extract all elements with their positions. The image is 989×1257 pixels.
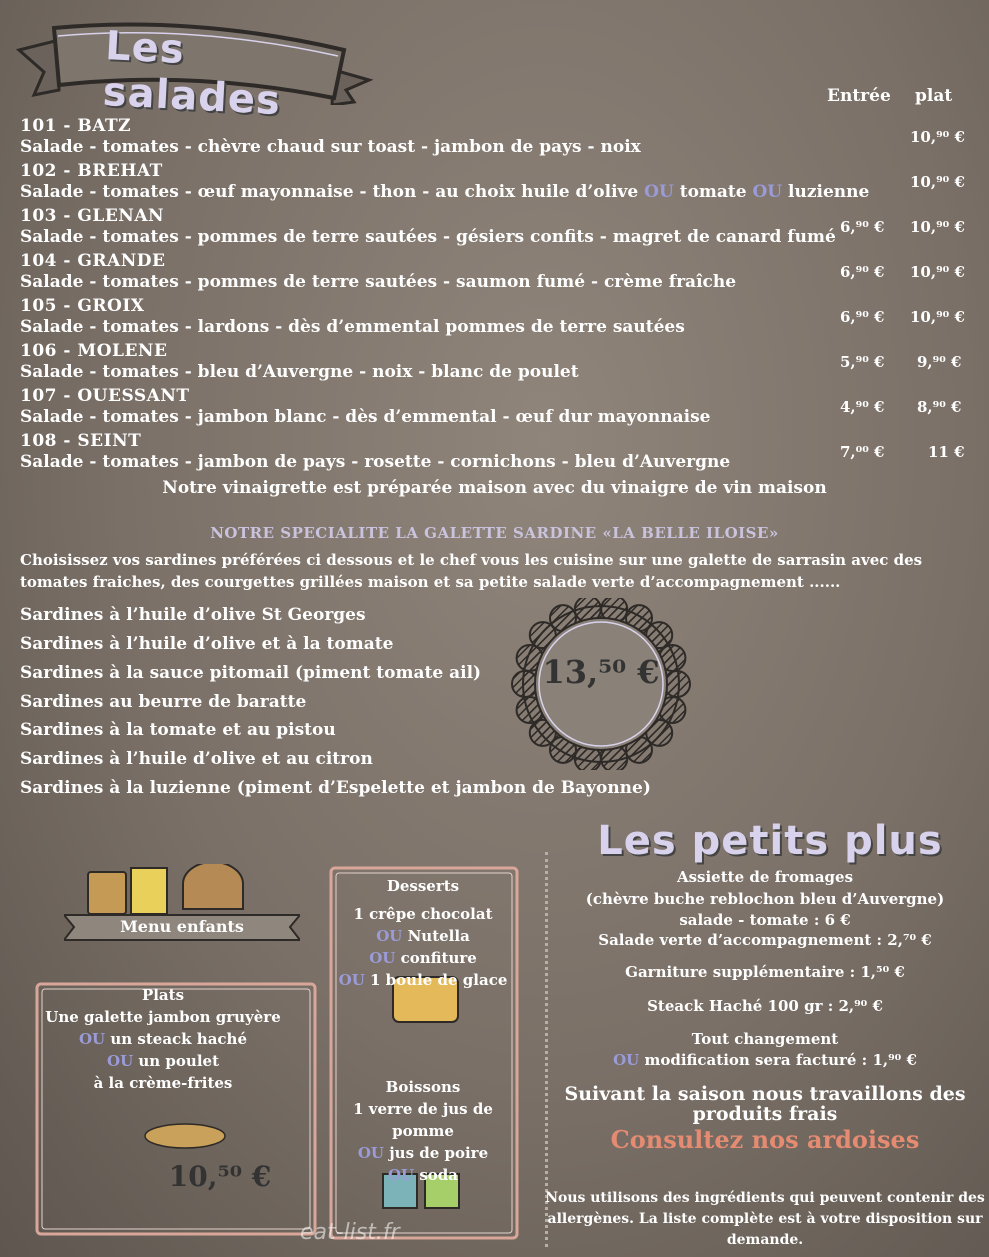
salad-name: 104 - GRANDE	[20, 251, 166, 271]
sardine-item: Sardines au beurre de baratte	[20, 692, 307, 712]
salad-desc: Salade - tomates - chèvre chaud sur toast - jambon de pays - noix	[20, 137, 641, 157]
salad-desc: Salade - tomates - pommes de terre sautées - gésiers confits - magret de canard fumé	[20, 227, 836, 247]
salades-banner	[14, 10, 374, 125]
plat-item: OU un poulet	[107, 1052, 219, 1070]
salad-plat-price: 10,⁹⁰ €	[910, 128, 965, 146]
sardine-item: Sardines à la tomate et au pistou	[20, 720, 336, 740]
salad-plat-price: 11 €	[928, 443, 965, 461]
speciality-price: 13,⁵⁰ €	[542, 653, 660, 691]
plat-item: Une galette jambon gruyère	[45, 1008, 281, 1026]
vinaigrette-note: Notre vinaigrette est préparée maison avec du vinaigre de vin maison	[162, 478, 827, 498]
petits-plus-line: Assiette de fromages	[676, 868, 854, 886]
salad-name: 101 - BATZ	[20, 116, 132, 136]
salad-name: 108 - SEINT	[20, 431, 142, 451]
salad-plat-price: 8,⁹⁰ €	[917, 398, 962, 416]
salad-desc: Salade - tomates - bleu d’Auvergne - noix - blanc de poulet	[20, 362, 579, 382]
petits-plus-title: Les petits plus	[597, 818, 943, 864]
petits-plus-line: (chèvre buche reblochon bleu d’Auvergne)	[585, 890, 945, 908]
ou-label: OU	[752, 182, 783, 202]
petits-plus-line: Tout changement	[691, 1030, 839, 1048]
petits-plus-line: salade - tomate : 6 €	[679, 911, 851, 929]
menu-enfants-ribbon	[64, 905, 300, 950]
salad-plat-price: 10,⁹⁰ €	[910, 173, 965, 191]
salad-name: 106 - MOLENE	[20, 341, 168, 361]
petits-plus-line: Steack Haché 100 gr : 2,⁹⁰ €	[647, 997, 883, 1015]
plat-item: OU un steack haché	[78, 1030, 248, 1048]
salad-entree-price: 6,⁹⁰ €	[840, 218, 885, 236]
salad-entree-price: 4,⁹⁰ €	[840, 398, 885, 416]
boisson-item: OU jus de poire	[357, 1144, 489, 1162]
plat-column-header: plat	[915, 86, 953, 106]
salad-entree-price: 6,⁹⁰ €	[840, 263, 885, 281]
petits-plus-line: Garniture supplémentaire : 1,⁵⁰ €	[625, 963, 905, 981]
desserts-title: Desserts	[386, 877, 460, 895]
dessert-item: OU confiture	[369, 949, 477, 967]
salad-name: 103 - GLENAN	[20, 206, 165, 226]
salad-plat-price: 10,⁹⁰ €	[910, 308, 965, 326]
salad-entree-price: 5,⁹⁰ €	[840, 353, 885, 371]
watermark: eat-list.fr	[300, 1220, 400, 1245]
kids-menu-price: 10,⁵⁰ €	[168, 1160, 272, 1193]
dessert-item: OU 1 boule de glace	[338, 971, 508, 989]
boisson-item: pomme	[392, 1122, 454, 1140]
speciality-title: NOTRE SPECIALITE LA GALETTE SARDINE «LA BELLE ILOISE»	[210, 524, 779, 542]
salad-plat-price: 9,⁹⁰ €	[917, 353, 962, 371]
sardine-item: Sardines à l’huile d’olive et à la tomate	[20, 634, 394, 654]
salades-title: Les salades	[101, 22, 283, 125]
salad-plat-price: 10,⁹⁰ €	[910, 218, 965, 236]
salad-name: 107 - OUESSANT	[20, 386, 190, 406]
sardine-item: Sardines à l’huile d’olive et au citron	[20, 749, 373, 769]
dessert-item: 1 crêpe chocolat	[353, 905, 493, 923]
salad-name: 105 - GROIX	[20, 296, 145, 316]
boisson-item: 1 verre de jus de	[353, 1100, 493, 1118]
entree-column-header: Entrée	[827, 86, 891, 106]
saison-note: Suivant la saison nous travaillons des produits frais	[564, 1083, 966, 1125]
salad-plat-price: 10,⁹⁰ €	[910, 263, 965, 281]
dessert-item: OU Nutella	[376, 927, 470, 945]
sardine-item: Sardines à la sauce pitomail (piment tomate ail)	[20, 663, 482, 683]
speciality-description: Choisissez vos sardines préférées ci dessous et le chef vous les cuisine sur une galette de sarrasin avec des tomates fraiches, des courgettes grillées maison et sa petite salade verte d’accompagnement ......	[20, 551, 923, 591]
salad-desc: Salade - tomates - lardons - dès d’emmental pommes de terre sautées	[20, 317, 685, 337]
plat-item: à la crème-frites	[93, 1074, 233, 1092]
salad-entree-price: 6,⁹⁰ €	[840, 308, 885, 326]
sardine-item: Sardines à la luzienne (piment d’Espelette et jambon de Bayonne)	[20, 778, 651, 798]
sardine-item: Sardines à l’huile d’olive St Georges	[20, 605, 366, 625]
menu-enfants-label: Menu enfants	[120, 917, 244, 936]
salad-desc: Salade - tomates - œuf mayonnaise - thon - au choix huile d’olive OU tomate OU luzienne	[20, 182, 870, 202]
plats-title: Plats	[141, 986, 185, 1004]
petits-plus-line: Salade verte d’accompagnement : 2,⁷⁰ €	[598, 931, 932, 949]
salad-desc: Salade - tomates - pommes de terre sautées - saumon fumé - crème fraîche	[20, 272, 737, 292]
boissons-title: Boissons	[385, 1078, 461, 1096]
salad-name: 102 - BREHAT	[20, 161, 163, 181]
salad-desc: Salade - tomates - jambon blanc - dès d’emmental - œuf dur mayonnaise	[20, 407, 711, 427]
ou-label: OU	[644, 182, 674, 202]
salad-entree-price: 7,⁰⁰ €	[840, 443, 885, 461]
allergens-note: Nous utilisons des ingrédients qui peuvent contenir des allergènes. La liste complète est à votre disposition sur demande.	[545, 1190, 985, 1248]
salad-desc: Salade - tomates - jambon de pays - rosette - cornichons - bleu d’Auvergne	[20, 452, 731, 472]
petits-plus-line: OU modification sera facturé : 1,⁹⁰ €	[613, 1051, 917, 1069]
ardoises-note: Consultez nos ardoises	[610, 1125, 920, 1154]
speciality-price-badge	[508, 598, 694, 770]
boisson-item: OU soda	[387, 1166, 459, 1184]
